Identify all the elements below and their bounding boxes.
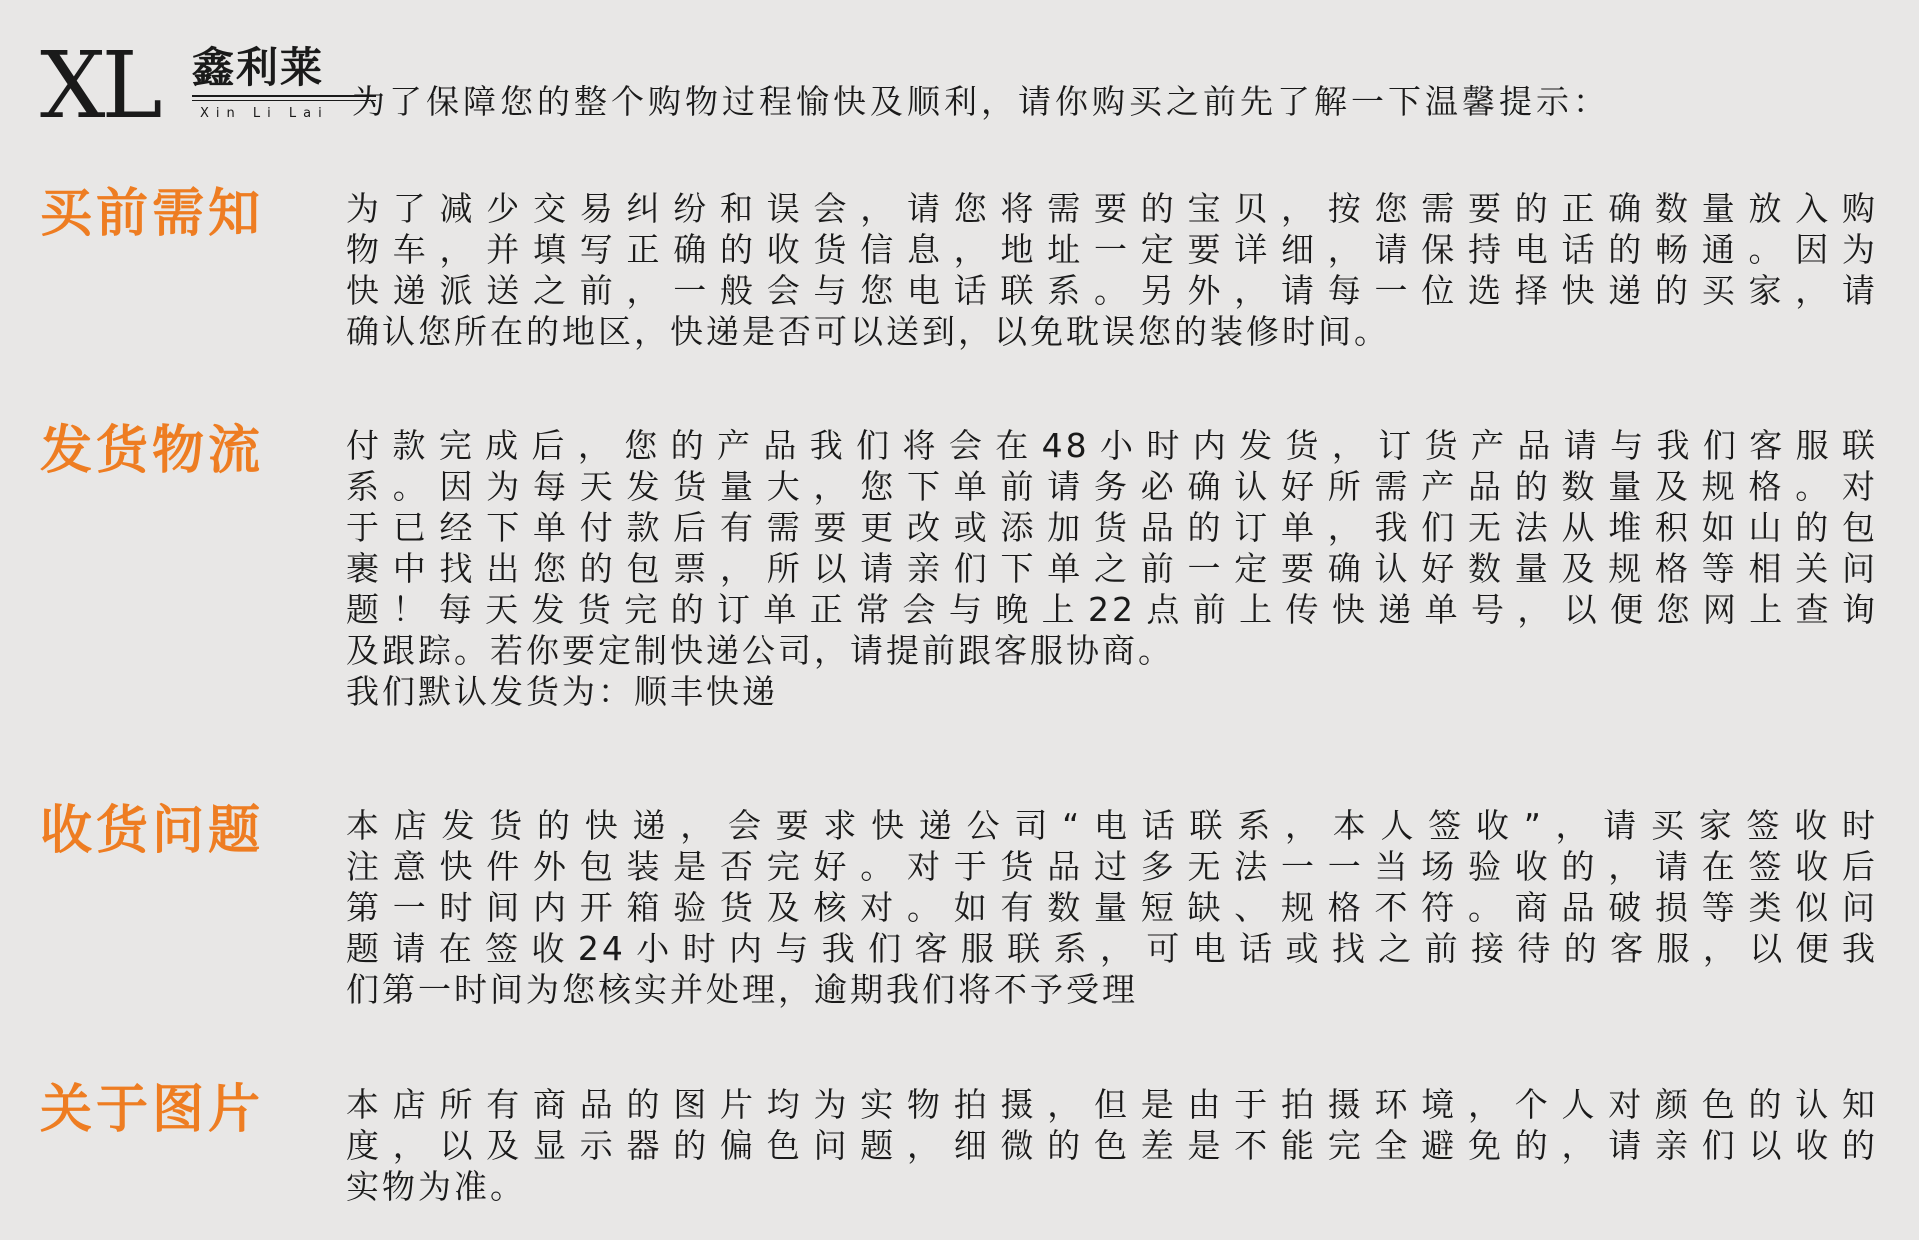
text-line: 裹中找出您的包票，所以请亲们下单之前一定要确认好数量及规格等相关问 bbox=[346, 549, 1878, 588]
text-line: 物车，并填写正确的收货信息，地址一定要详细，请保持电话的畅通。因为 bbox=[346, 230, 1878, 269]
section-body bbox=[346, 805, 1878, 1010]
text-line: 题！每天发货完的订单正常会与晚上22点前上传快递单号，以便您网上查询 bbox=[346, 590, 1878, 629]
text-line: 们第一时间为您核实并处理，逾期我们将不予受理 bbox=[346, 970, 1138, 1009]
text-line: 确认您所在的地区，快递是否可以送到，以免耽误您的装修时间。 bbox=[346, 312, 1390, 351]
brand-logo bbox=[40, 32, 340, 139]
logo-rule bbox=[192, 95, 376, 97]
text-line: 为了减少交易纠纷和误会，请您将需要的宝贝，按您需要的正确数量放入购 bbox=[346, 189, 1878, 228]
text-line: 快递派送之前，一般会与您电话联系。另外，请每一位选择快递的买家，请 bbox=[346, 271, 1878, 310]
section-title: 收货问题 bbox=[40, 801, 265, 861]
section-title: 买前需知 bbox=[40, 184, 265, 244]
text-line: 及跟踪。若你要定制快递公司，请提前跟客服协商。 bbox=[346, 631, 1174, 670]
text-line: 付款完成后，您的产品我们将会在48小时内发货，订货产品请与我们客服联 bbox=[346, 426, 1878, 465]
text-line: 我们默认发货为：顺丰快递 bbox=[346, 672, 778, 711]
text-line: 第一时间内开箱验货及核对。如有数量短缺、规格不符。商品破损等类似问 bbox=[346, 888, 1878, 927]
logo-letters: XL bbox=[40, 32, 159, 139]
section-body bbox=[346, 188, 1878, 352]
text-line: 于已经下单付款后有需要更改或添加货品的订单，我们无法从堆积如山的包 bbox=[346, 508, 1878, 547]
logo-chinese-name: 鑫利莱 bbox=[192, 43, 325, 92]
text-line: 系。因为每天发货量大，您下单前请务必确认好所需产品的数量及规格。对 bbox=[346, 467, 1878, 506]
intro-text: 为了保障您的整个购物过程愉快及顺利，请你购买之前先了解一下温馨提示： bbox=[352, 82, 1610, 121]
section-body bbox=[346, 425, 1878, 712]
text-line: 度，以及显示器的偏色问题，细微的色差是不能完全避免的，请亲们以收的 bbox=[346, 1126, 1878, 1165]
section-body bbox=[346, 1084, 1878, 1207]
logo-pinyin: Xin Li Lai bbox=[200, 106, 329, 121]
section-title: 关于图片 bbox=[40, 1080, 265, 1140]
text-line: 实物为准。 bbox=[346, 1167, 526, 1206]
text-line: 注意快件外包装是否完好。对于货品过多无法一一当场验收的，请在签收后 bbox=[346, 847, 1878, 886]
text-line: 本店所有商品的图片均为实物拍摄，但是由于拍摄环境，个人对颜色的认知 bbox=[346, 1085, 1878, 1124]
logo-rule-thin bbox=[192, 100, 376, 101]
text-line: 题请在签收24小时内与我们客服联系，可电话或找之前接待的客服，以便我 bbox=[346, 929, 1878, 968]
section-title: 发货物流 bbox=[40, 421, 265, 481]
text-line: 本店发货的快递，会要求快递公司“电话联系，本人签收”，请买家签收时 bbox=[346, 806, 1878, 845]
header bbox=[40, 32, 1900, 139]
